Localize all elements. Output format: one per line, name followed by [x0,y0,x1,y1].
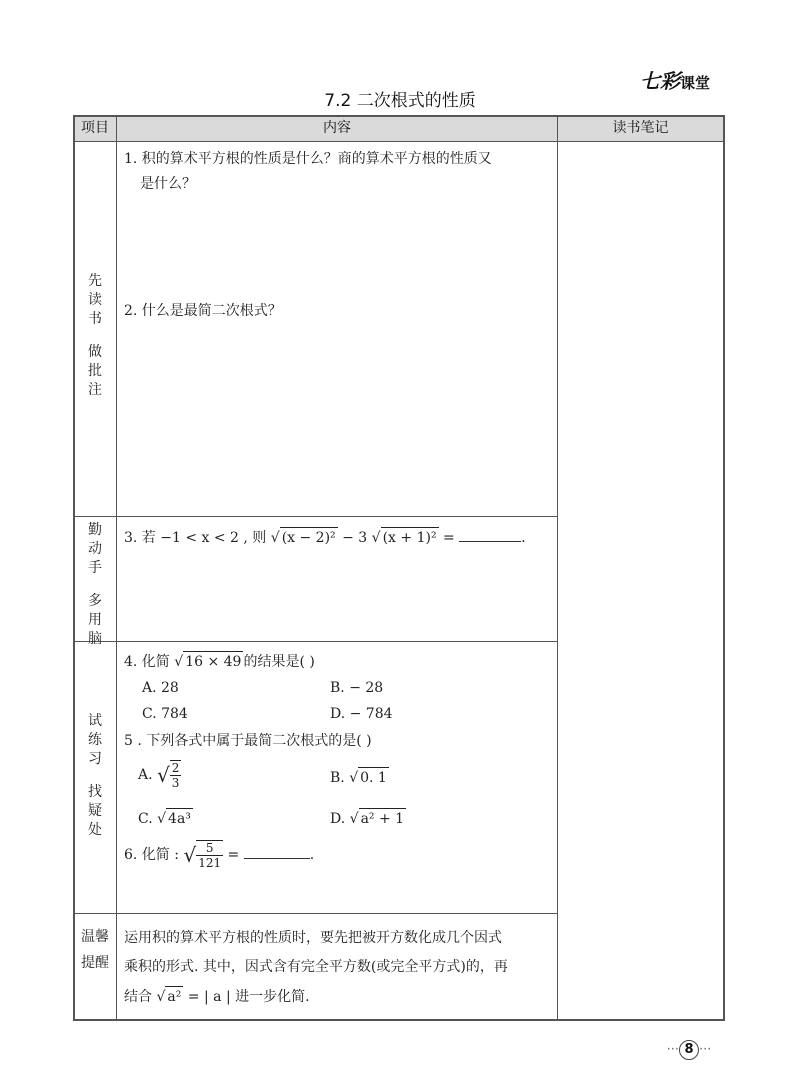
dots-right-icon: ··· [699,1042,712,1058]
question-1-line-2: 是什么？ [140,176,196,192]
section-label-read: 先 读 书 做 批 注 [88,273,102,398]
header-content: 内容 [323,120,351,136]
tip-line-2: 乘积的形式. 其中，因式含有完全平方数(或完全平方式)的，再 [124,959,508,975]
question-1-line-1: 1. 积的算术平方根的性质是什么？商的算术平方根的性质又 [124,151,492,167]
tip-line-3: 结合 √ a² = | a | 进一步化简. [124,986,310,1007]
sqrt-symbol: √ [270,530,280,546]
option-5-b[interactable]: B. √ 0. 1 [330,767,389,788]
brand-logo [640,66,726,96]
answer-blank-q3[interactable] [459,527,521,542]
header-notes: 读书笔记 [612,120,669,136]
header-project: 项目 [81,120,109,136]
question-3: 3. 若 −1 < x < 2 , 则 √ (x − 2)² − 3 √ (x + 1)² = . [124,527,526,548]
tip-line-1: 运用积的算术平方根的性质时，要先把被开方数化成几个因式 [124,930,502,946]
page-title: 7.2 二次根式的性质 [324,91,476,111]
option-4-c[interactable]: C. 784 [142,706,188,722]
brand-logo-sub: 课堂 [680,74,711,92]
option-4-d[interactable]: D. − 784 [330,706,393,722]
answer-blank-q6[interactable] [244,844,310,859]
section-label-exercise: 试 练 习 找 疑 处 [88,713,102,838]
question-4: 4. 化简 √ 16 × 49 的结果是( ) [124,651,315,672]
question-2: 2. 什么是最简二次根式？ [124,303,282,319]
section-label-tip: 温馨 提醒 [81,929,109,971]
option-5-a[interactable]: A. √ $\frac{2}{3}$ [138,761,180,790]
option-4-a[interactable]: A. 28 [142,680,179,696]
page-number: ··· 8 ··· [656,1040,722,1060]
option-5-d[interactable]: D. √ a² + 1 [330,808,406,829]
option-4-b[interactable]: B. − 28 [330,680,384,696]
question-5: 5 . 下列各式中属于最简二次根式的是( ) [124,733,372,749]
section-label-practice: 勤 动 手 多 用 脑 [88,522,102,647]
option-5-c[interactable]: C. √ 4a³ [138,808,193,829]
dots-left-icon: ··· [666,1042,679,1058]
question-6: 6. 化简 : √ $\frac{5}{121}$ = . [124,841,315,870]
brand-logo-main: 七彩 [640,69,680,93]
